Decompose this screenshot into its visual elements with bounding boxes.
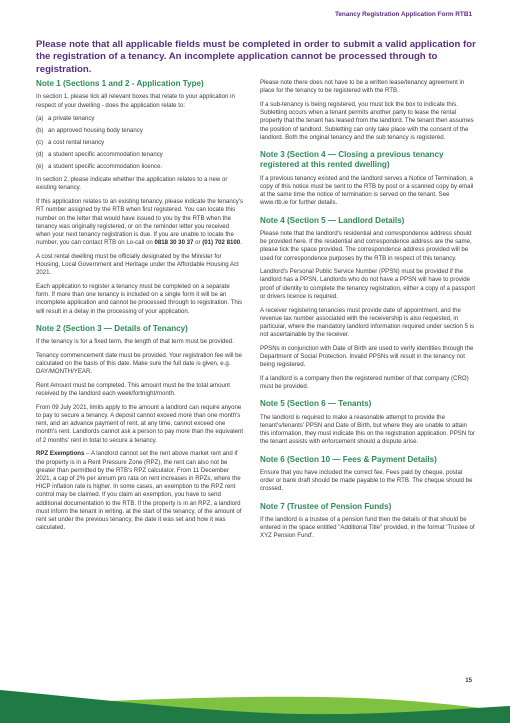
footer-wave-graphic	[0, 688, 510, 723]
note1-heading: Note 1 (Sections 1 and 2 - Application Type)	[36, 79, 204, 88]
note3-heading: Note 3 (Section 4 — Closing a previous tenancy registered at this rented dwelling)	[260, 149, 444, 170]
or-text: or	[193, 239, 203, 247]
note4-paragraph: A receiver registering tenancies must provide date of appointment, and the revenue tax number associated with the receivership is also requested, in particular, where the mandatory landlord information required under section 5 is not ascertainable by the receiver.	[260, 306, 475, 339]
note2-paragraph	[36, 450, 244, 532]
list-item	[36, 163, 244, 171]
note6-heading: Note 6 (Section 10 — Fees & Payment Details)	[260, 454, 437, 464]
rpz-exemptions-text: – A landlord cannot set the rent above market rent and if the property is in a Rent Pressure Zone (RPZ), the rent can also not be greater than permitted by the RTB's RPZ calculator. From 11 December 2021, a cap of 2% per annum pro rata on rent increases in RPZs, where the HICP inflation rate is higher. In some cases, an exemption to the RPZ rent control may be claimed. If you claim an exemption, you have to send additional documentation to the RTB. If the property is in an RPZ, a landlord must inform the tenant in writing, at the start of the tenancy, of the amount of rent set under the previous tenancy, the date it was set and how it was calculated.	[36, 450, 242, 532]
note1-paragraph	[36, 198, 244, 247]
left-column	[36, 79, 244, 538]
list-item-text: a student specific accommodation tenancy	[48, 150, 163, 158]
list-item-text: a student specific accommodation licence.	[48, 162, 163, 170]
note4-paragraph: PPSNs in conjunction with Date of Birth are used to verify identities through the Department of Social Protection. Invalid PPSNs will result in the tenancy not being registered.	[260, 344, 474, 369]
lease-note: Please note there does not have to be a written lease/tenancy agreement in place for the tenancy to be registered with the RTB.	[260, 79, 465, 95]
period-text: .	[240, 239, 242, 247]
note2-heading: Note 2 (Section 3 — Details of Tenancy)	[36, 323, 188, 333]
note1-paragraph: Each application to register a tenancy must be completed on a separate form. If more than one tenancy is included on a single form it will be an incomplete application and cannot be processed through to registration. This will result in a delay in the processing of your application.	[36, 282, 243, 315]
list-item-letter: (d)	[36, 150, 44, 158]
note4-paragraph: If a landlord is a company then the registered number of that company (CRO) must be provided.	[260, 375, 469, 391]
page-number: 15	[465, 677, 472, 684]
footer-wave-band	[0, 688, 510, 723]
list-item	[36, 139, 244, 147]
note4-paragraph: Landlord's Personal Public Service Number (PPSN) must be provided if the landlord has a PPSN. Landlords who do not have a PPSN will have to provide proof of identity to complete the tenancy registration, either a copy of a passport or drivers licence is required.	[260, 268, 476, 300]
list-item-text: an approved housing body tenancy	[48, 127, 143, 135]
note5-heading: Note 5 (Section 6 — Tenants)	[260, 399, 372, 409]
form-title: Tenancy Registration Application Form RTB1	[334, 11, 472, 18]
list-item-text: a private tenancy	[48, 115, 95, 123]
intro-notice: Please note that all applicable fields must be completed in order to submit a valid application for the registration of a tenancy. An incomplete application cannot be processed through to registration.	[36, 39, 476, 75]
note3-paragraph: If a previous tenancy existed and the landlord serves a Notice of Termination, a copy of this notice must be sent to the RTB by post or a scanned copy by email at the same time the notice of termination is served on the tenant. See www.rtb.ie for further details.	[260, 174, 474, 207]
note2-paragraph: From 09 July 2021, limits apply to the amount a landlord can require anyone to pay to secure a tenancy. A deposit cannot exceed more than one month's rent, and an advance payment of rent, at any time, cannot exceed one month's rent. Landlords cannot ask a person to pay more than the equivalent of 2 months' rent in total to secure a tenancy.	[36, 403, 244, 444]
note4-paragraph: Please note that the landlord's residential and correspondence address should be provided here. If the residential and correspondence address are the same, please tick the space provided. The correspondence address provided will be used for correspondence purposes by the RTB in respect of this tenancy.	[260, 229, 472, 262]
list-item-letter: (a)	[36, 115, 44, 123]
application-type-list	[36, 115, 244, 170]
note7-paragraph: If the landlord is a trustee of a pension fund then the details of that should be entered in the space entitled "Additional Title" provided, in the format 'Trustee of XYZ Pension Fund'.	[260, 516, 475, 540]
note2-paragraph: Tenancy commencement date must be provided. Your registration fee will be calculated on the basis of this date. Make sure the full date is given, e.g. DAY/MONTH/YEAR.	[36, 351, 242, 376]
list-item	[36, 115, 244, 123]
list-item-letter: (e)	[36, 162, 44, 170]
note2-paragraph: If the tenancy is for a fixed term, the length of that term must be provided.	[36, 338, 234, 346]
lo-call-number: 0818 30 30 37	[154, 239, 194, 247]
note2-paragraph: Rent Amount must be completed. This amount must be the total amount received by the landlord each week/fortnight/month.	[36, 381, 230, 398]
note5-paragraph: The landlord is required to make a reasonable attempt to provide the tenant's/tenants' PPSN and Date of Birth, but where they are unable to attain this information, they must indicate this on the registration application. PPSN for the tenant assists with enforcement should a dispute arise.	[260, 413, 476, 446]
list-item-letter: (c)	[36, 138, 44, 146]
list-item-letter: (b)	[36, 127, 44, 135]
note1-paragraph: In section 2, please indicate whether the application relates to a new or existing tenancy.	[36, 176, 228, 192]
note7-heading: Note 7 (Trustee of Pension Funds)	[260, 501, 392, 511]
note1-paragraph: A cost rental dwelling must be officially designated by the Minister for Housing, Local Government and Heritage under the Affordable Housing Act 2021.	[36, 252, 239, 277]
note6-paragraph: Ensure that you have included the correct fee. Fees paid by cheque, postal order or bank draft should be made payable to the RTB. The cheque should be crossed.	[260, 469, 473, 493]
list-item-text: a cost rental tenancy	[48, 138, 105, 146]
sub-tenancy-note: If a sub-tenancy is being registered, you must tick the box to indicate this. Subletting occurs when a tenant permits another party to lease the rental property that the tenant has leased from the landlord. The tenant then assumes the position of landlord. Subletting can only take place with the consent of the landlord. Both the original tenancy and the sub tenancy is registered.	[260, 100, 474, 141]
list-item	[36, 127, 244, 135]
right-column	[260, 79, 476, 546]
note1-paragraph: In section 1, please tick all relevant boxes that relate to your application in respect of your dwelling - does the application relate to:	[36, 93, 235, 109]
list-item	[36, 151, 244, 159]
note4-heading: Note 4 (Section 5 — Landlord Details)	[260, 215, 405, 225]
rt-number-text: If this application relates to an existing tenancy, please indicate the tenancy's RT number assigned by the RTB when first registered. You can locate this number on the letter that would have issued to you by the RTB when the tenancy was originally registered, or on the reminder letter you received when your next tenancy registration is due. If you are unable to locate the number, you can contact RTB on Lo-call on	[36, 198, 244, 247]
phone-number: (01) 702 8100	[202, 239, 241, 247]
rpz-exemptions-label: RPZ Exemptions	[36, 450, 85, 458]
